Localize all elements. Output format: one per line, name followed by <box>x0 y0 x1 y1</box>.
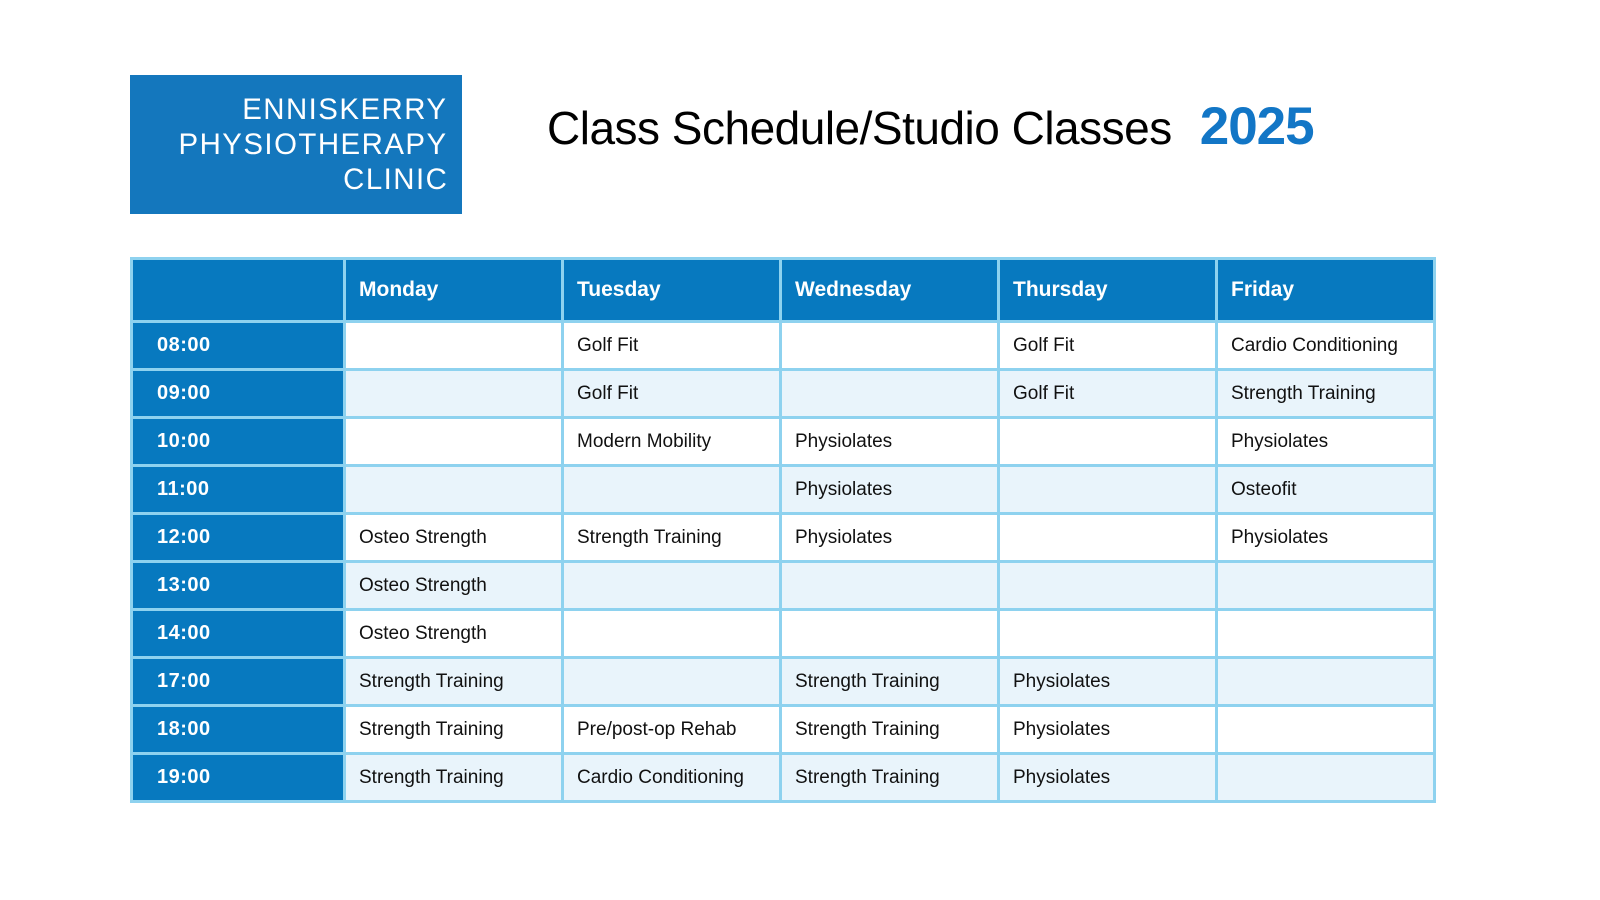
logo-line-3: CLINIC <box>342 163 448 196</box>
schedule-row-1000 <box>133 419 1433 464</box>
class-cell: Physiolates <box>782 467 997 512</box>
time-label: 14:00 <box>133 611 343 656</box>
class-cell: Physiolates <box>1000 707 1215 752</box>
empty-cell <box>1218 755 1433 800</box>
schedule-row-0900 <box>133 371 1433 416</box>
class-cell: Osteo Strength <box>346 515 561 560</box>
empty-cell <box>782 323 997 368</box>
class-cell: Physiolates <box>782 515 997 560</box>
header-row <box>133 260 1433 320</box>
schedule-row-0800 <box>133 323 1433 368</box>
time-label: 11:00 <box>133 467 343 512</box>
schedule-row-1800 <box>133 707 1433 752</box>
class-cell: Pre/post-op Rehab <box>564 707 779 752</box>
year-label: 2025 <box>1199 97 1314 156</box>
class-cell: Strength Training <box>346 707 561 752</box>
class-cell: Cardio Conditioning <box>564 755 779 800</box>
class-cell: Strength Training <box>564 515 779 560</box>
schedule-row-1300 <box>133 563 1433 608</box>
time-label: 10:00 <box>133 419 343 464</box>
empty-cell <box>782 371 997 416</box>
page-header <box>547 96 1314 157</box>
empty-cell <box>1000 419 1215 464</box>
empty-cell <box>1000 467 1215 512</box>
empty-cell <box>1000 611 1215 656</box>
empty-cell <box>1218 707 1433 752</box>
class-cell: Strength Training <box>346 659 561 704</box>
class-cell: Modern Mobility <box>564 419 779 464</box>
class-cell: Strength Training <box>1218 371 1433 416</box>
time-label: 09:00 <box>133 371 343 416</box>
schedule-row-1900 <box>133 755 1433 800</box>
class-cell: Osteofit <box>1218 467 1433 512</box>
empty-cell <box>782 611 997 656</box>
page-title: Class Schedule/Studio Classes <box>547 102 1172 154</box>
empty-cell <box>346 371 561 416</box>
empty-cell <box>1218 563 1433 608</box>
class-cell: Osteo Strength <box>346 563 561 608</box>
time-label: 18:00 <box>133 707 343 752</box>
class-cell: Golf Fit <box>1000 323 1215 368</box>
class-cell: Strength Training <box>346 755 561 800</box>
class-cell: Strength Training <box>782 707 997 752</box>
schedule-row-1700 <box>133 659 1433 704</box>
empty-cell <box>1218 659 1433 704</box>
schedule-row-1400 <box>133 611 1433 656</box>
empty-cell <box>346 467 561 512</box>
empty-cell <box>1000 563 1215 608</box>
corner-cell <box>133 260 343 320</box>
schedule-header <box>133 260 1433 320</box>
schedule-row-1200 <box>133 515 1433 560</box>
column-header-tuesday: Tuesday <box>564 260 779 320</box>
class-cell: Golf Fit <box>564 323 779 368</box>
class-cell: Physiolates <box>782 419 997 464</box>
empty-cell <box>782 563 997 608</box>
class-cell: Osteo Strength <box>346 611 561 656</box>
time-label: 19:00 <box>133 755 343 800</box>
schedule-row-1100 <box>133 467 1433 512</box>
column-header-friday: Friday <box>1218 260 1433 320</box>
empty-cell <box>564 563 779 608</box>
empty-cell <box>564 467 779 512</box>
class-cell: Physiolates <box>1218 515 1433 560</box>
time-label: 12:00 <box>133 515 343 560</box>
time-label: 13:00 <box>133 563 343 608</box>
empty-cell <box>564 659 779 704</box>
empty-cell <box>346 419 561 464</box>
class-cell: Golf Fit <box>1000 371 1215 416</box>
time-label: 08:00 <box>133 323 343 368</box>
time-label: 17:00 <box>133 659 343 704</box>
column-header-wednesday: Wednesday <box>782 260 997 320</box>
empty-cell <box>1000 515 1215 560</box>
column-header-thursday: Thursday <box>1000 260 1215 320</box>
empty-cell <box>1218 611 1433 656</box>
class-cell: Cardio Conditioning <box>1218 323 1433 368</box>
column-header-monday: Monday <box>346 260 561 320</box>
class-cell: Physiolates <box>1218 419 1433 464</box>
class-cell: Physiolates <box>1000 755 1215 800</box>
logo-line-2: PHYSIOTHERAPY <box>178 128 448 161</box>
logo-line-1: ENNISKERRY <box>242 93 448 126</box>
class-cell: Golf Fit <box>564 371 779 416</box>
schedule-body <box>133 323 1433 800</box>
empty-cell <box>346 323 561 368</box>
class-cell: Strength Training <box>782 659 997 704</box>
schedule-table <box>130 257 1436 803</box>
empty-cell <box>564 611 779 656</box>
clinic-logo <box>130 75 462 214</box>
class-cell: Strength Training <box>782 755 997 800</box>
class-cell: Physiolates <box>1000 659 1215 704</box>
